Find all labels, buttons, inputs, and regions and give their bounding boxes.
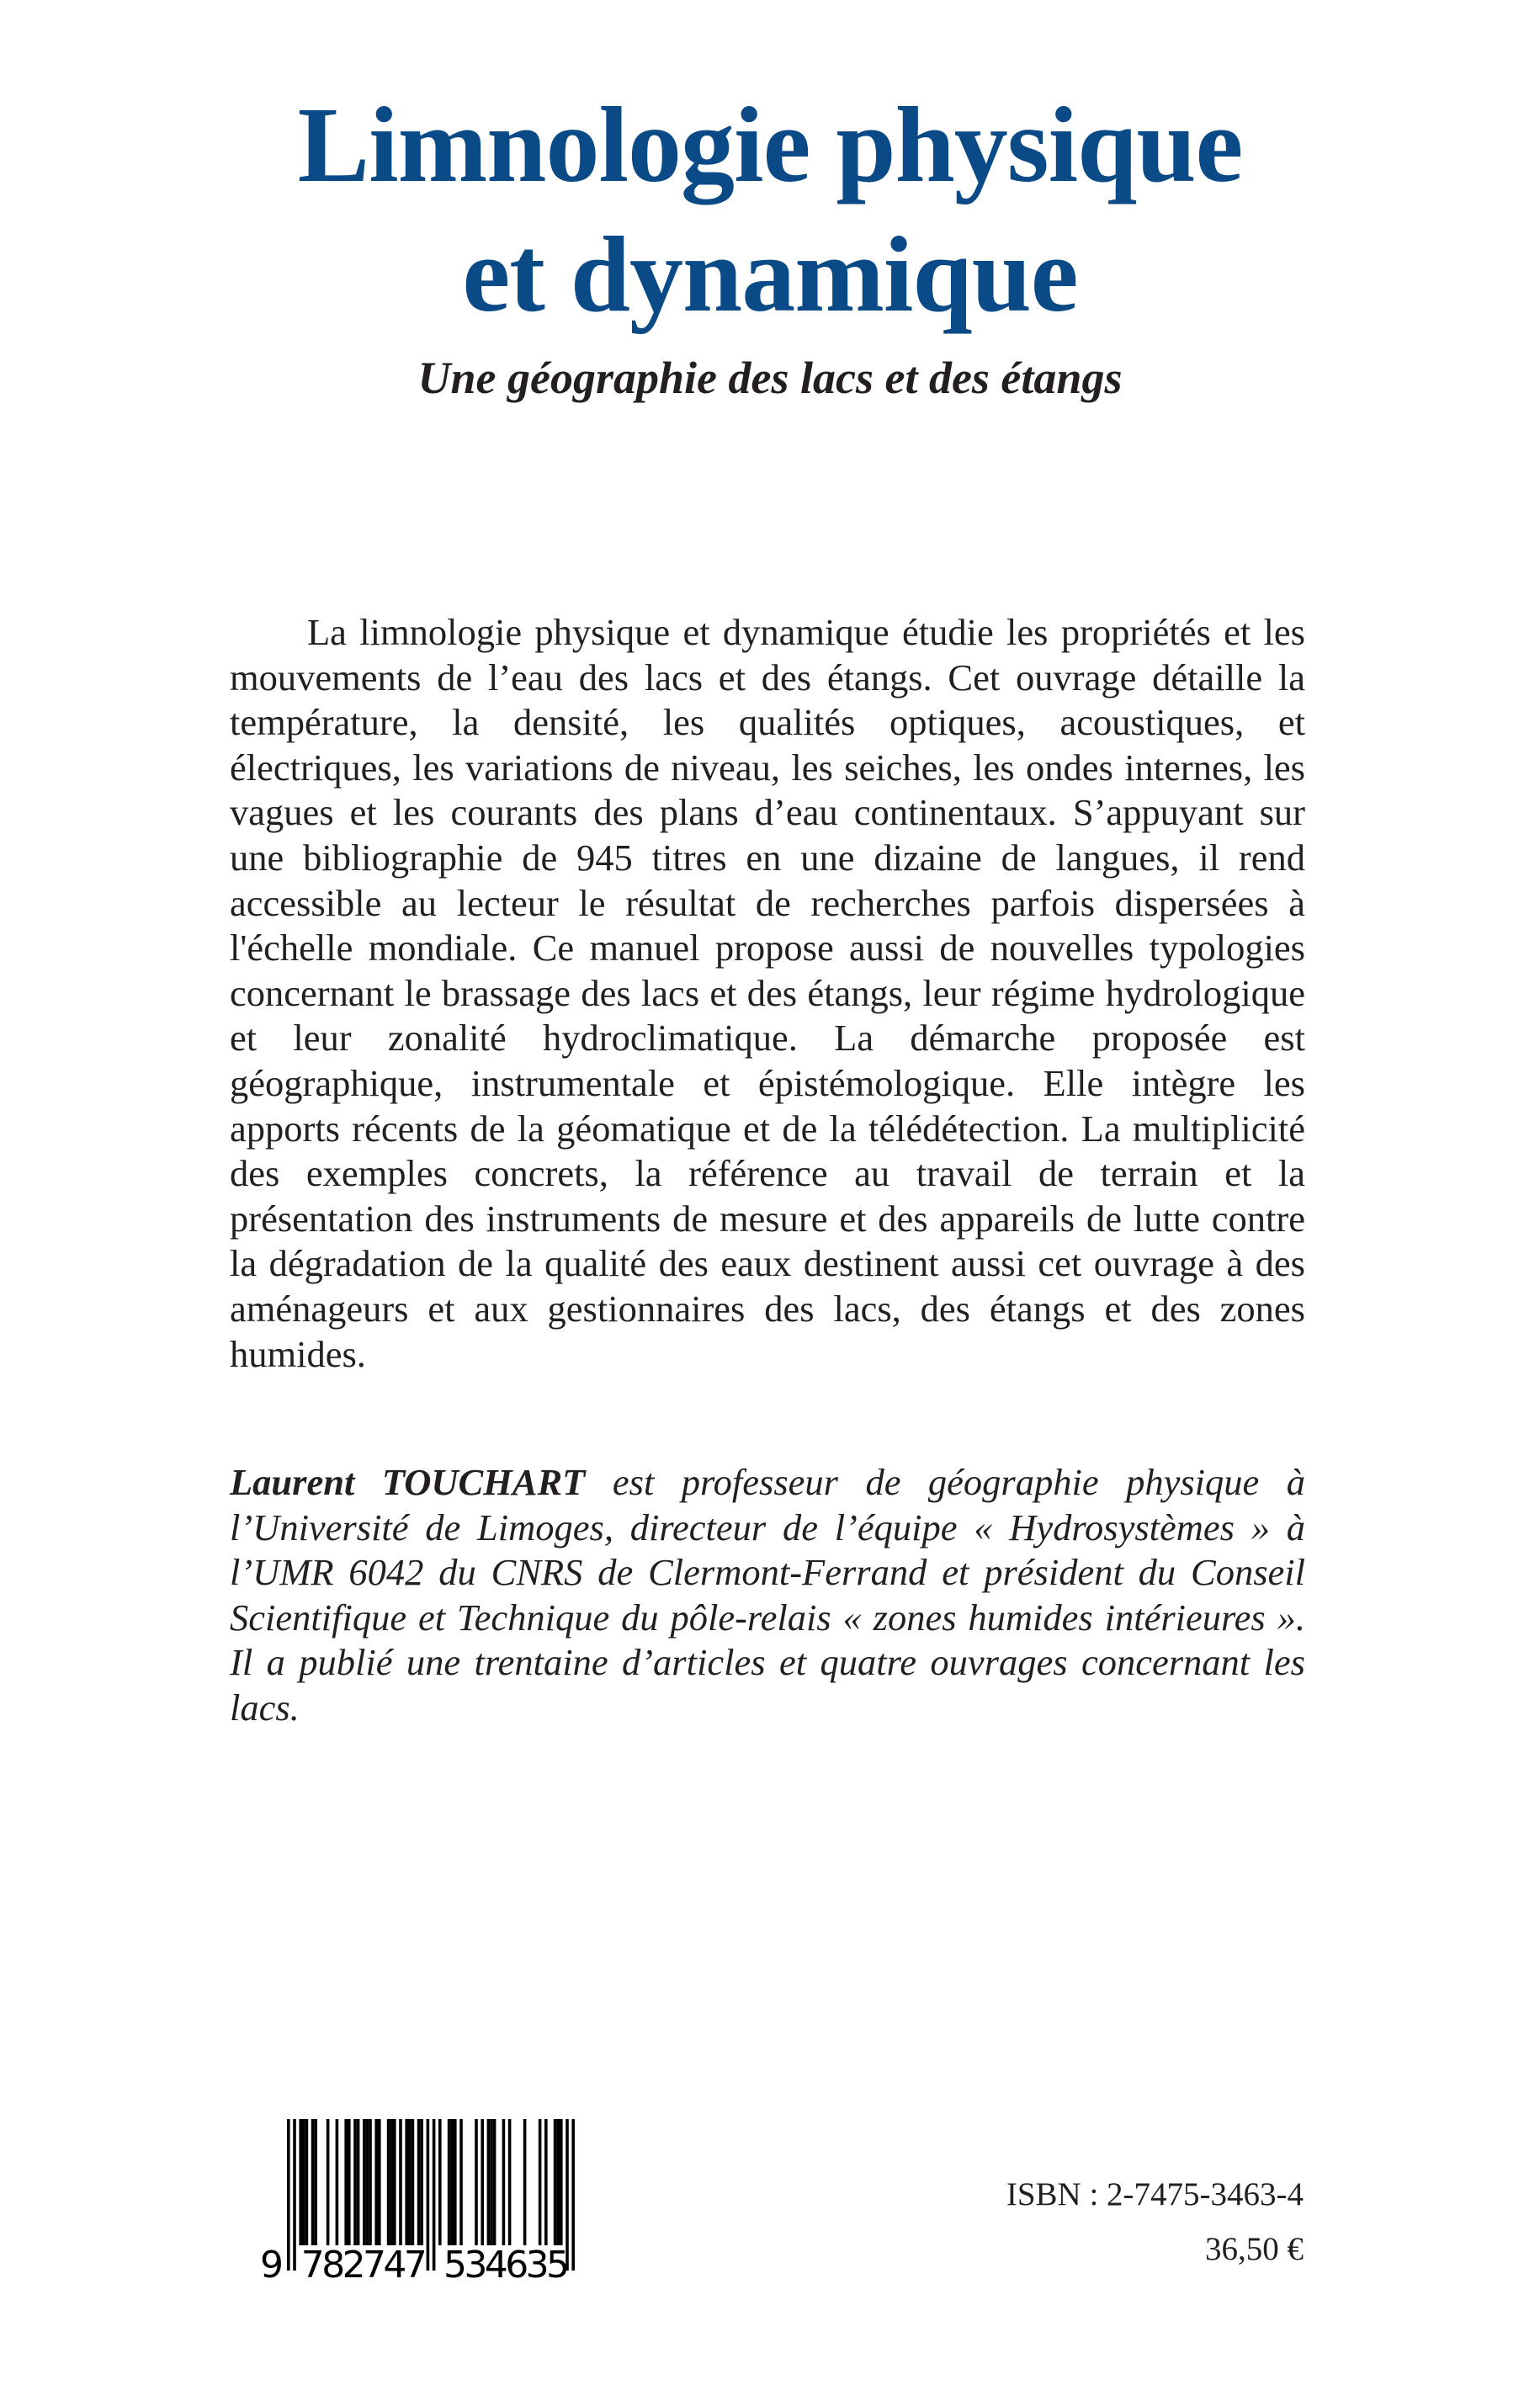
barcode-bar [369, 2119, 372, 2245]
author-bio [230, 1460, 1305, 1731]
barcode-bar [336, 2119, 339, 2245]
author-name: Laurent TOUCHART [230, 1461, 586, 1503]
barcode-bar [299, 2119, 302, 2245]
barcode-bar [366, 2119, 369, 2245]
barcode-bar [390, 2119, 393, 2245]
barcode-bar [556, 2119, 560, 2245]
barcode-bar [387, 2119, 390, 2245]
barcode-bar [378, 2119, 381, 2245]
barcode-bar [405, 2119, 408, 2245]
barcode-bar [344, 2119, 348, 2245]
barcode-bar [417, 2119, 421, 2245]
barcode-bar [433, 2119, 436, 2271]
barcode-bar [508, 2119, 512, 2245]
book-subtitle: Une géographie des lacs et des étangs [417, 353, 1123, 403]
price: 36,50 € [1205, 2231, 1304, 2267]
barcode-bar [327, 2119, 330, 2245]
barcode [257, 2119, 593, 2279]
barcode-bar [305, 2119, 309, 2245]
barcode-bar [302, 2119, 305, 2245]
barcode-bar [374, 2119, 378, 2245]
barcode-bar [399, 2119, 402, 2245]
barcode-bar [363, 2119, 366, 2245]
barcode-bar [314, 2119, 317, 2245]
barcode-bar [311, 2119, 315, 2245]
barcode-bar [544, 2119, 548, 2245]
barcode-bar [438, 2119, 442, 2245]
barcode-bar [454, 2119, 457, 2245]
barcode-bar [408, 2119, 412, 2245]
barcode-bar [481, 2119, 484, 2245]
barcode-bar [348, 2119, 351, 2245]
barcode-bar [412, 2119, 415, 2245]
barcode-bar [448, 2119, 451, 2245]
barcode-bar [539, 2119, 542, 2245]
barcode-bar [420, 2119, 423, 2245]
isbn: ISBN : 2-7475-3463-4 [1006, 2176, 1304, 2212]
barcode-bar [393, 2119, 396, 2245]
barcode-bar [571, 2119, 575, 2271]
barcode-bar [450, 2119, 454, 2245]
barcode-bar [560, 2119, 563, 2245]
barcode-bar [475, 2119, 478, 2245]
barcode-bar [523, 2119, 527, 2245]
barcode-bar [293, 2119, 296, 2271]
author-bio-text: est professeur de géographie physique à l’Université de Limoges, directeur de l’équipe « Hydrosystèmes » à l’UMR 6042 du CNRS de Clermont-Ferrand et président du Conseil Scientifique et Technique du pôle-relais « zones humides intérieures ». Il a publié une trentaine d’articles et quatre ouvrages concernant les lacs. [230, 1461, 1305, 1729]
barcode-bar [493, 2119, 497, 2245]
book-description: La limnologie physique et dynamique étudie les propriétés et les mouvements de l’eau des lacs et des étangs. Cet ouvrage détaille la température, la densité, les qualités optiques, acoustiques, et électriques, les variations de niveau, les seiches, les ondes internes, les vagues et les courants des plans d’eau continentaux. S’appuyant sur une bibliographie de 945 titres en une dizaine de langues, il rend accessible au lecteur le résultat de recherches parfois dispersées à l'échelle mondiale. Ce manuel propose aussi de nouvelles typologies concernant le brassage des lacs et des étangs, leur régime hydrologique et leur zonalité hydroclimatique. La démarche proposée est géographique, instrumentale et épistémologique. Elle intègre les apports récents de la géomatique et de la télédétection. La multiplicité des exemples concrets, la référence au travail de terrain et la présentation des instruments de mesure et des appareils de lutte contre la dégradation de la qualité des eaux destinent aussi cet ouvrage à des aménageurs et aux gestionnaires des lacs, des étangs et des zones humides. [230, 611, 1305, 1375]
barcode-digits-left: 782747 [300, 2244, 427, 2279]
barcode-digits-right: 534635 [443, 2244, 570, 2279]
barcode-bar [490, 2119, 493, 2245]
barcode-bar [487, 2119, 491, 2245]
barcode-bar [459, 2119, 463, 2245]
barcode-bar [353, 2119, 357, 2245]
barcode-digit-first: 9 [260, 2244, 284, 2279]
barcode-bar [554, 2119, 557, 2245]
barcode-bar [502, 2119, 506, 2245]
barcode-bar [357, 2119, 360, 2245]
barcode-bar [287, 2119, 290, 2271]
book-title-line-1: Limnologie physique [297, 85, 1243, 205]
book-title-line-2: et dynamique [462, 215, 1078, 334]
